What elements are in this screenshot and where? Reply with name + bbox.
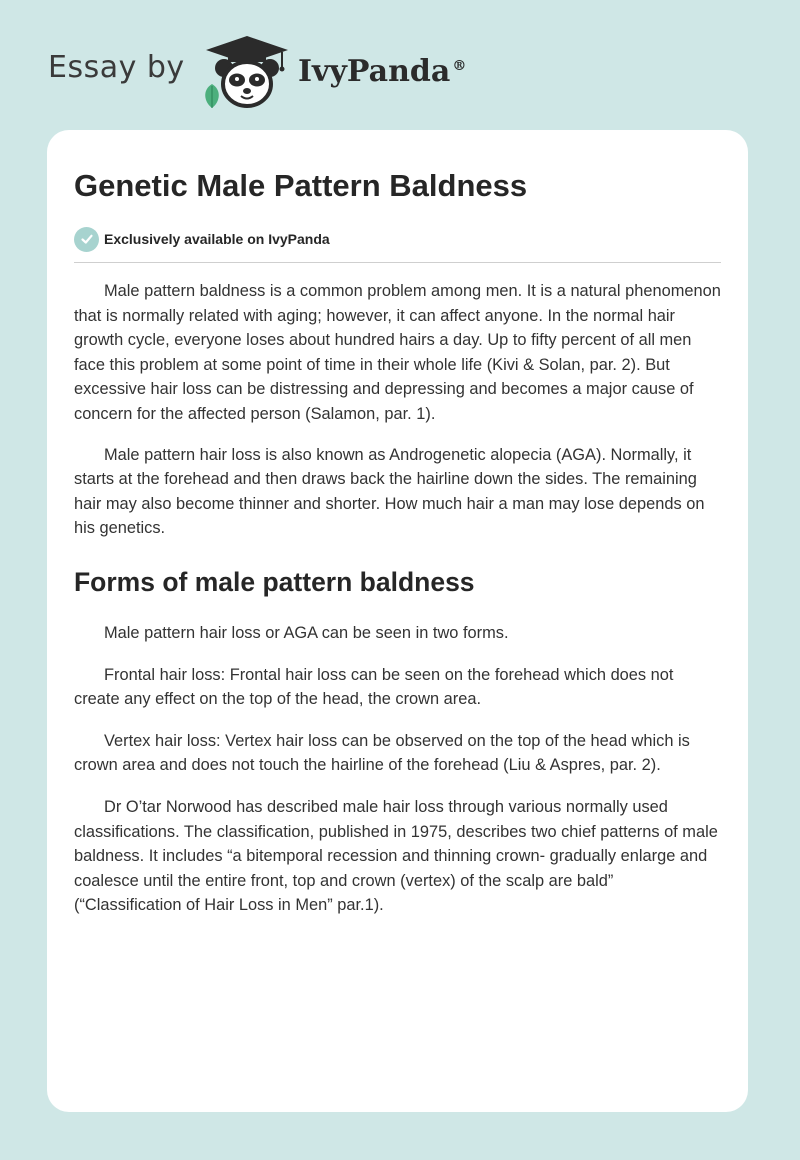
section-paragraph: Vertex hair loss: Vertex hair loss can be observed on the top of the head which is crown area and does not touch the hairline of the forehead (Liu & Aspres, par. 2).	[74, 731, 690, 775]
panda-graduate-logo-icon[interactable]	[202, 34, 292, 110]
page-title: Genetic Male Pattern Baldness	[74, 168, 528, 203]
site-header	[48, 30, 568, 110]
intro-paragraph: Male pattern hair loss is also known as Androgenetic alopecia (AGA). Normally, it starts at the forehead and then draws back the hairline down the sides. The remaining hair may also become thinner and shorter. How much hair a man may lose depends on his genetics.	[74, 445, 705, 538]
section-paragraph: Male pattern hair loss or AGA can be seen in two forms.	[104, 623, 509, 642]
section-heading: Forms of male pattern baldness	[74, 566, 475, 597]
section-paragraph: Dr O’tar Norwood has described male hair loss through various normally used classifications. The classification, published in 1975, describes two chief patterns of male baldness. It includes “a bitemporal recession and thinning crown- gradually enlarge and coalesce until the entire front, top and crown (vertex) of the scalp are bald” (“Classification of Hair Loss in Men” par.1).	[74, 797, 718, 915]
check-circle-icon	[74, 227, 99, 252]
exclusive-badge-label: Exclusively available on IvyPanda	[104, 231, 330, 247]
brand-name[interactable]: IvyPanda ®	[298, 54, 467, 89]
exclusive-badge	[74, 226, 721, 252]
essay-card	[47, 130, 748, 1112]
section-paragraph: Frontal hair loss: Frontal hair loss can be seen on the forehead which does not create any effect on the top of the head, the crown area.	[74, 665, 674, 709]
registered-mark: ®	[452, 58, 467, 74]
title-divider	[74, 262, 721, 263]
intro-paragraph: Male pattern baldness is a common problem among men. It is a natural phenomenon that is normally related with aging; however, it can affect anyone. In the normal hair growth cycle, everyone loses about hundred hairs a day. Up to fifty percent of all men face this problem at some point of time in their whole life (Kivi & Solan, par. 2). But excessive hair loss can be distressing and depressing and becomes a major cause of concern for the affected person (Salamon, par. 1).	[74, 282, 721, 423]
essay-by-label: Essay by	[48, 50, 185, 85]
